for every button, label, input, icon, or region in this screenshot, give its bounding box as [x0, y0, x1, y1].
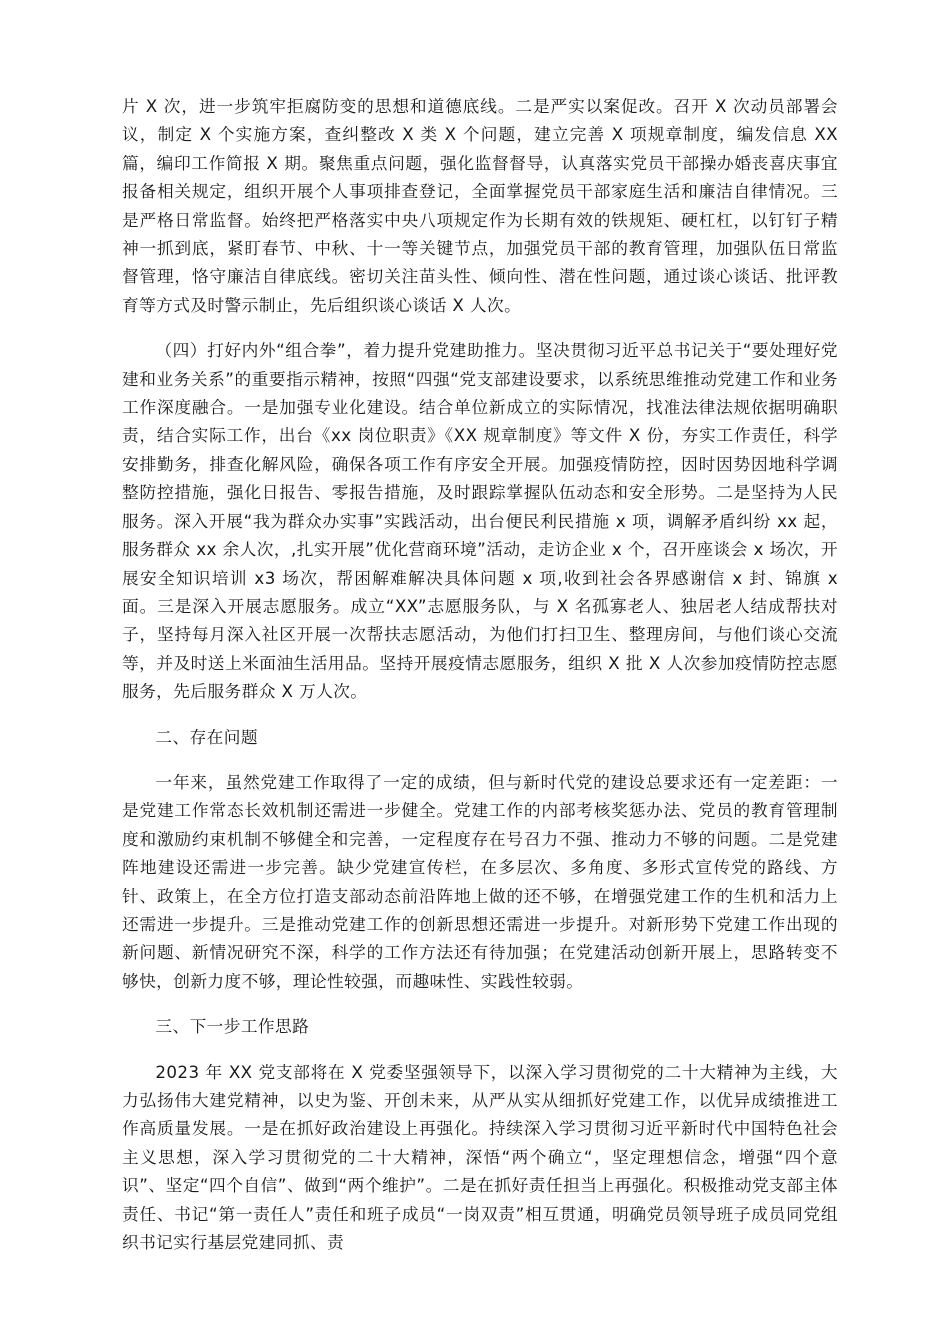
paragraph-section-four: （四）打好内外“组合拳”，着力提升党建助推力。坚决贯彻习近平总书记关于“要处理好党建和业务关系”的重要指示精神，按照“四强“党支部建设要求，以系统思维推动党建工作和业务工作深度融合。一是加强专业化建设。结合单位新成立的实际情况，找准法律法规依据明确职责，结合实际工作，出台《xx 岗位职责》《XX 规章制度》等文件 X 份，夯实工作责任，科学安排勤务，排查化解风险，确保各项工作有序安全开展。加强疫情防控，因时因势因地科学调整防控措施，强化日报告、零报告措施，及时跟踪掌握队伍动态和安全形势。二是坚持为人民服务。深入开展“我为群众办实事”实践活动，出台便民利民措施 x 项，调解矛盾纠纷 xx 起，服务群众 xx 余人次，,扎实开展”优化营商环境”活动，走访企业 x 个，召开座谈会 x 场次，开展安全知识培训 x3 场次，帮困解难解决具体问题 x 项,收到社会各界感谢信 x 封、锦旗 x 面。三是深入开展志愿服务。成立“XX”志愿服务队，与 X 名孤寡老人、独居老人结成帮扶对子，坚持每月深入社区开展一次帮扶志愿活动，为他们打扫卫生、整理房间，与他们谈心交流等，并及时送上米面油生活用品。坚持开展疫情志愿服务，组织 X 批 X 人次参加疫情防控志愿服务，先后服务群众 X 万人次。	[122, 340, 838, 702]
heading-next-steps: 三、下一步工作思路	[155, 1016, 310, 1037]
paragraph-discipline-supervision: 片 X 次，进一步筑牢拒腐防变的思想和道德底线。二是严实以案促改。召开 X 次动员部署会议，制定 X 个实施方案，查纠整改 X 类 X 个问题，建立完善 X 项规章制度，编发信息 XX 篇，编印工作简报 X 期。聚焦重点问题，强化监督督导，认真落实党员干部操办婚丧喜庆事宜报备相关规定，组织开展个人事项排查登记，全面掌握党员干部家庭生活和廉洁自律情况。三是严格日常监督。始终把严格落实中央八项规定作为长期有效的铁规矩、硬杠杠，以钉钉子精神一抓到底，紧盯春节、中秋、十一等关键节点，加强党员干部的教育管理，加强队伍日常监督管理，恪守廉洁自律底线。密切关注苗头性、倾向性、潜在性问题，通过谈心谈话、批评教育等方式及时警示制止，先后组织谈心谈话 X 人次。	[122, 96, 838, 315]
heading-existing-problems: 二、存在问题	[155, 726, 258, 747]
paragraph-problems: 一年来，虽然党建工作取得了一定的成绩，但与新时代党的建设总要求还有一定差距：一是党建工作常态长效机制还需进一步健全。党建工作的内部考核奖惩办法、党员的教育管理制度和激励约束机制不够健全和完善，一定程度存在号召力不强、推动力不够的问题。二是党建阵地建设还需进一步完善。缺少党建宣传栏，在多层次、多角度、多形式宣传党的路线、方针、政策上，在全方位打造支部动态前沿阵地上做的还不够，在增强党建工作的生机和活力上还需进一步提升。三是推动党建工作的创新思想还需进一步提升。对新形势下党建工作出现的新问题、新情况研究不深，科学的工作方法还有待加强；在党建活动创新开展上，思路转变不够快，创新力度不够，理论性较强，而趣味性、实践性较弱。	[122, 771, 838, 991]
paragraph-next-steps: 2023 年 XX 党支部将在 X 党委坚强领导下，以深入学习贯彻党的二十大精神为主线，大力弘扬伟大建党精神，以史为鉴、开创未来，从严从实从细抓好党建工作，以优异成绩推进工作高质量发展。一是在抓好政治建设上再强化。持续深入学习贯彻习近平新时代中国特色社会主义思想，深入学习贯彻党的二十大精神，深悟“两个确立“，坚定理想信念，增强“四个意识”、坚定“四个自信”、做到“两个维护”。二是在抓好责任担当上再强化。积极推动党支部主体责任、书记“第一责任人”责任和班子成员“一岗双责”相互贯通，明确党员领导班子成员同党组织书记实行基层党建同抓、责	[122, 1061, 838, 1253]
